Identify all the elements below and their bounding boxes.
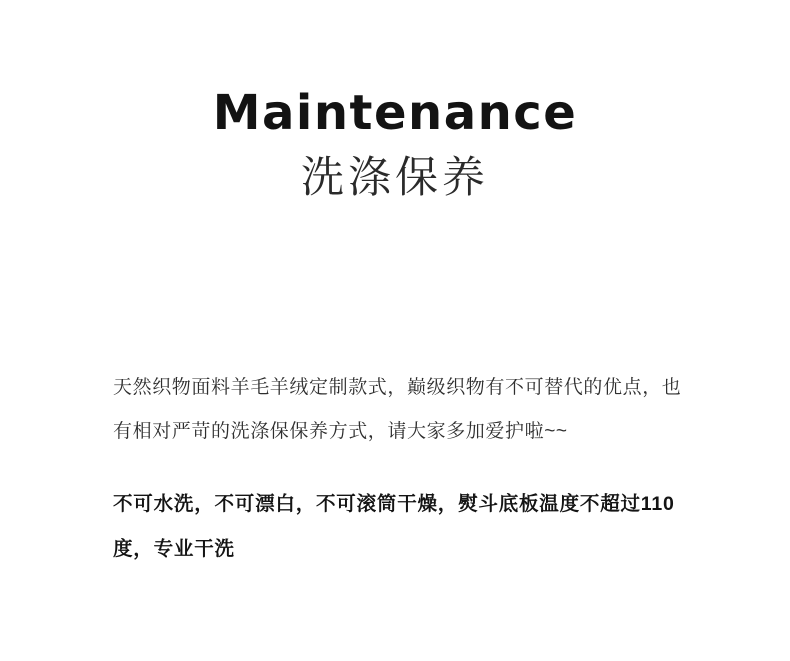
care-instructions-paragraph: 不可水洗，不可漂白，不可滚筒干燥，熨斗底板温度不超过110度，专业干洗	[113, 493, 675, 560]
page-title-chinese: 洗涤保养	[301, 154, 489, 203]
page-title-english: Maintenance	[212, 85, 578, 141]
body-text-block	[113, 366, 683, 572]
heading-block	[0, 0, 790, 206]
care-description-paragraph: 天然织物面料羊毛羊绒定制款式，巅级织物有不可替代的优点，也有相对严苛的洗涤保保养方式，请大家多加爱护啦~~	[113, 377, 682, 442]
